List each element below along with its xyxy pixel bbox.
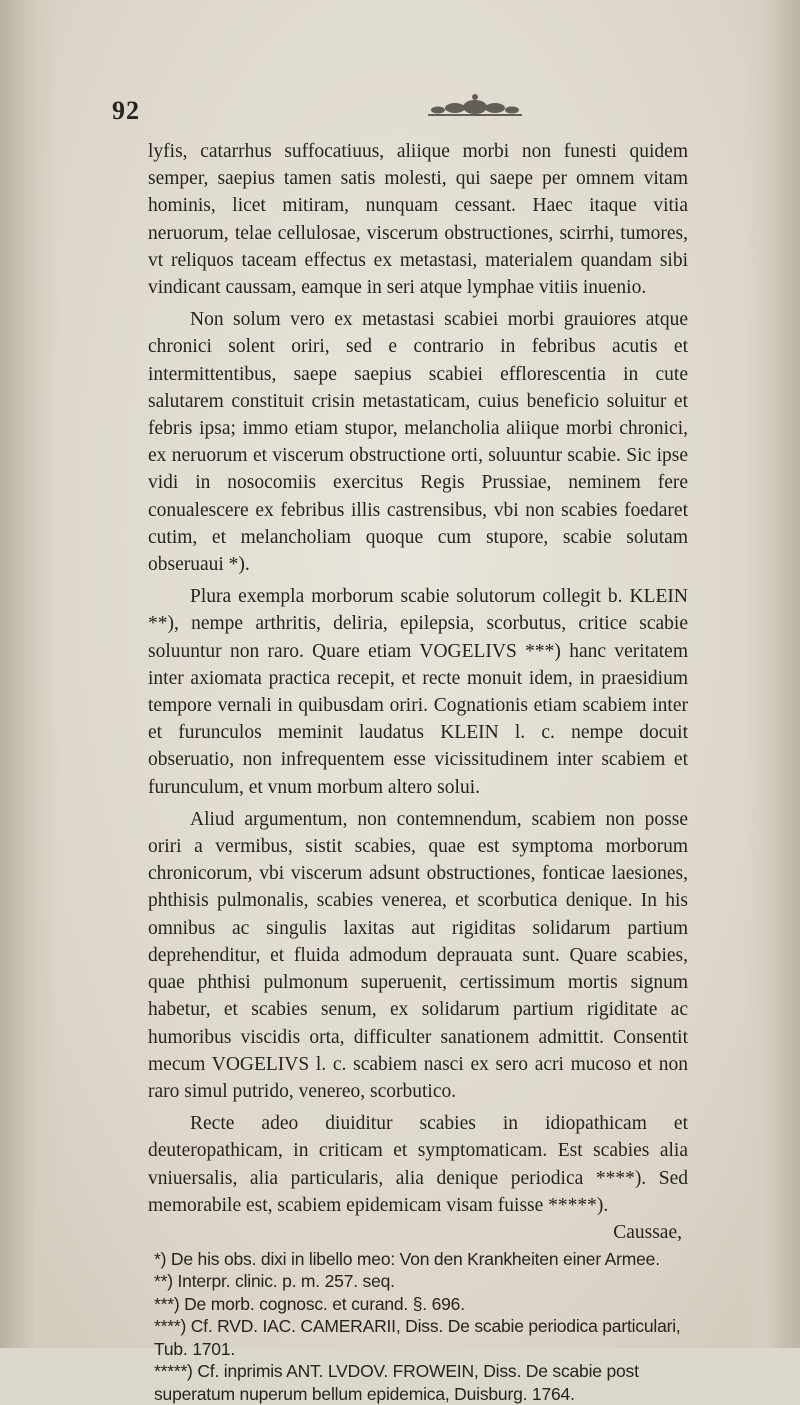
footnote-5: *****) Cf. inprimis ANT. LVDOV. FROWEIN, Diss. De scabie post superatum nuperum bellum epidemica, Duisburg. 1764. (154, 1361, 639, 1404)
page-shadow-left (0, 0, 60, 1348)
footnote-3: ***) De morb. cognosc. et curand. §. 696. (154, 1293, 465, 1314)
headpiece-ornament (420, 92, 530, 122)
main-text (148, 138, 688, 1405)
footnote-1: *) De his obs. dixi in libello meo: Von den Krankheiten einer Armee. (154, 1248, 660, 1269)
paragraph-1: lyfis, catarrhus suffocatiuus, aliique morbi non funesti quidem semper, saepius tamen satis molesti, qui saepe per omnem vitam hominis, licet mitiram, nunquam cessant. Haec itaque vitia neruorum, telae cellulosae, viscerum obstructiones, scirrhi, tumores, vt reliquos taceam effectus ex metastasi, materialem quandam sibi vindicant caussam, eamque in seri atque lymphae vitiis inuenio. (148, 141, 688, 299)
page-shadow-right (740, 0, 800, 1348)
footnote-4: ****) Cf. RVD. IAC. CAMERARII, Diss. De scabie periodica particulari, Tub. 1701. (154, 1316, 681, 1359)
paragraph-4: Aliud argumentum, non contemnendum, scabiem non posse oriri a vermibus, sistit scabies, quae est symptoma morborum chronicorum, vbi viscerum adsunt obstructiones, fonticae laesiones, phthisis pulmonalis, scabies venerea, et scorbutica denique. In his omnibus ac singulis laxitas aut rigiditas solidarum partium deprehenditur, et fluida admodum deprauata sunt. Quare scabies, quae phthisi pulmonum superuenit, certissimum mortis signum habetur, et scabies senum, ex solidarum partium rigiditate ac humoribus viscidis orta, difficulter sanationem admittit. Consentit mecum VOGELIVS l. c. scabiem nasci ex sero acri mucoso et non raro simul putrido, venereo, scorbutico. (148, 808, 688, 1102)
catchword: Caussae, (613, 1221, 682, 1243)
page-number: 92 (112, 96, 140, 125)
paragraph-3: Plura exempla morborum scabie solutorum collegit b. KLEIN **), nempe arthritis, deliria, epilepsia, scorbutus, critice scabie soluuntur non raro. Quare etiam VOGELIVS ***) hanc veritatem inter axiomata practica recepit, et recte monuit idem, in praesidium tempore vernali in quibusdam oriri. Cognationis etiam scabiem inter et furunculos meminit laudatus KLEIN l. c. nempe docuit obseruatio, non infrequentem esse vicissitudinem inter scabiem et furunculum, et vnum morbum altero solui. (148, 586, 688, 798)
footnote-2: **) Interpr. clinic. p. m. 257. seq. (154, 1271, 395, 1292)
footnotes (148, 1248, 688, 1405)
paragraph-5: Recte adeo diuiditur scabies in idiopathicam et deuteropathicam, in criticam et symptomaticam. Est scabies alia vniuersalis, alia particularis, alia denique periodica ****). Sed memorabile est, scabiem epidemicam visam fuisse *****). (148, 1113, 688, 1216)
paragraph-2: Non solum vero ex metastasi scabiei morbi grauiores atque chronici solent oriri, sed e contrario in febribus acutis et intermittentibus, saepe saepius scabiei efflorescentia in cute salutarem constituit crisin metastaticam, cuius beneficio soluitur et febris ipsa; immo etiam stupor, melancholia aliique morbi chronici, ex neruorum et viscerum obstructione orti, soluuntur scabie. Sic ipse vidi in nosocomiis exercitus Regis Prussiae, neminem fere conualescere ex febribus illis castrensibus, vbi non scabies foedaret cutim, et melancholiam quoque cum stupore, scabie solutam obseruaui *). (148, 309, 688, 576)
